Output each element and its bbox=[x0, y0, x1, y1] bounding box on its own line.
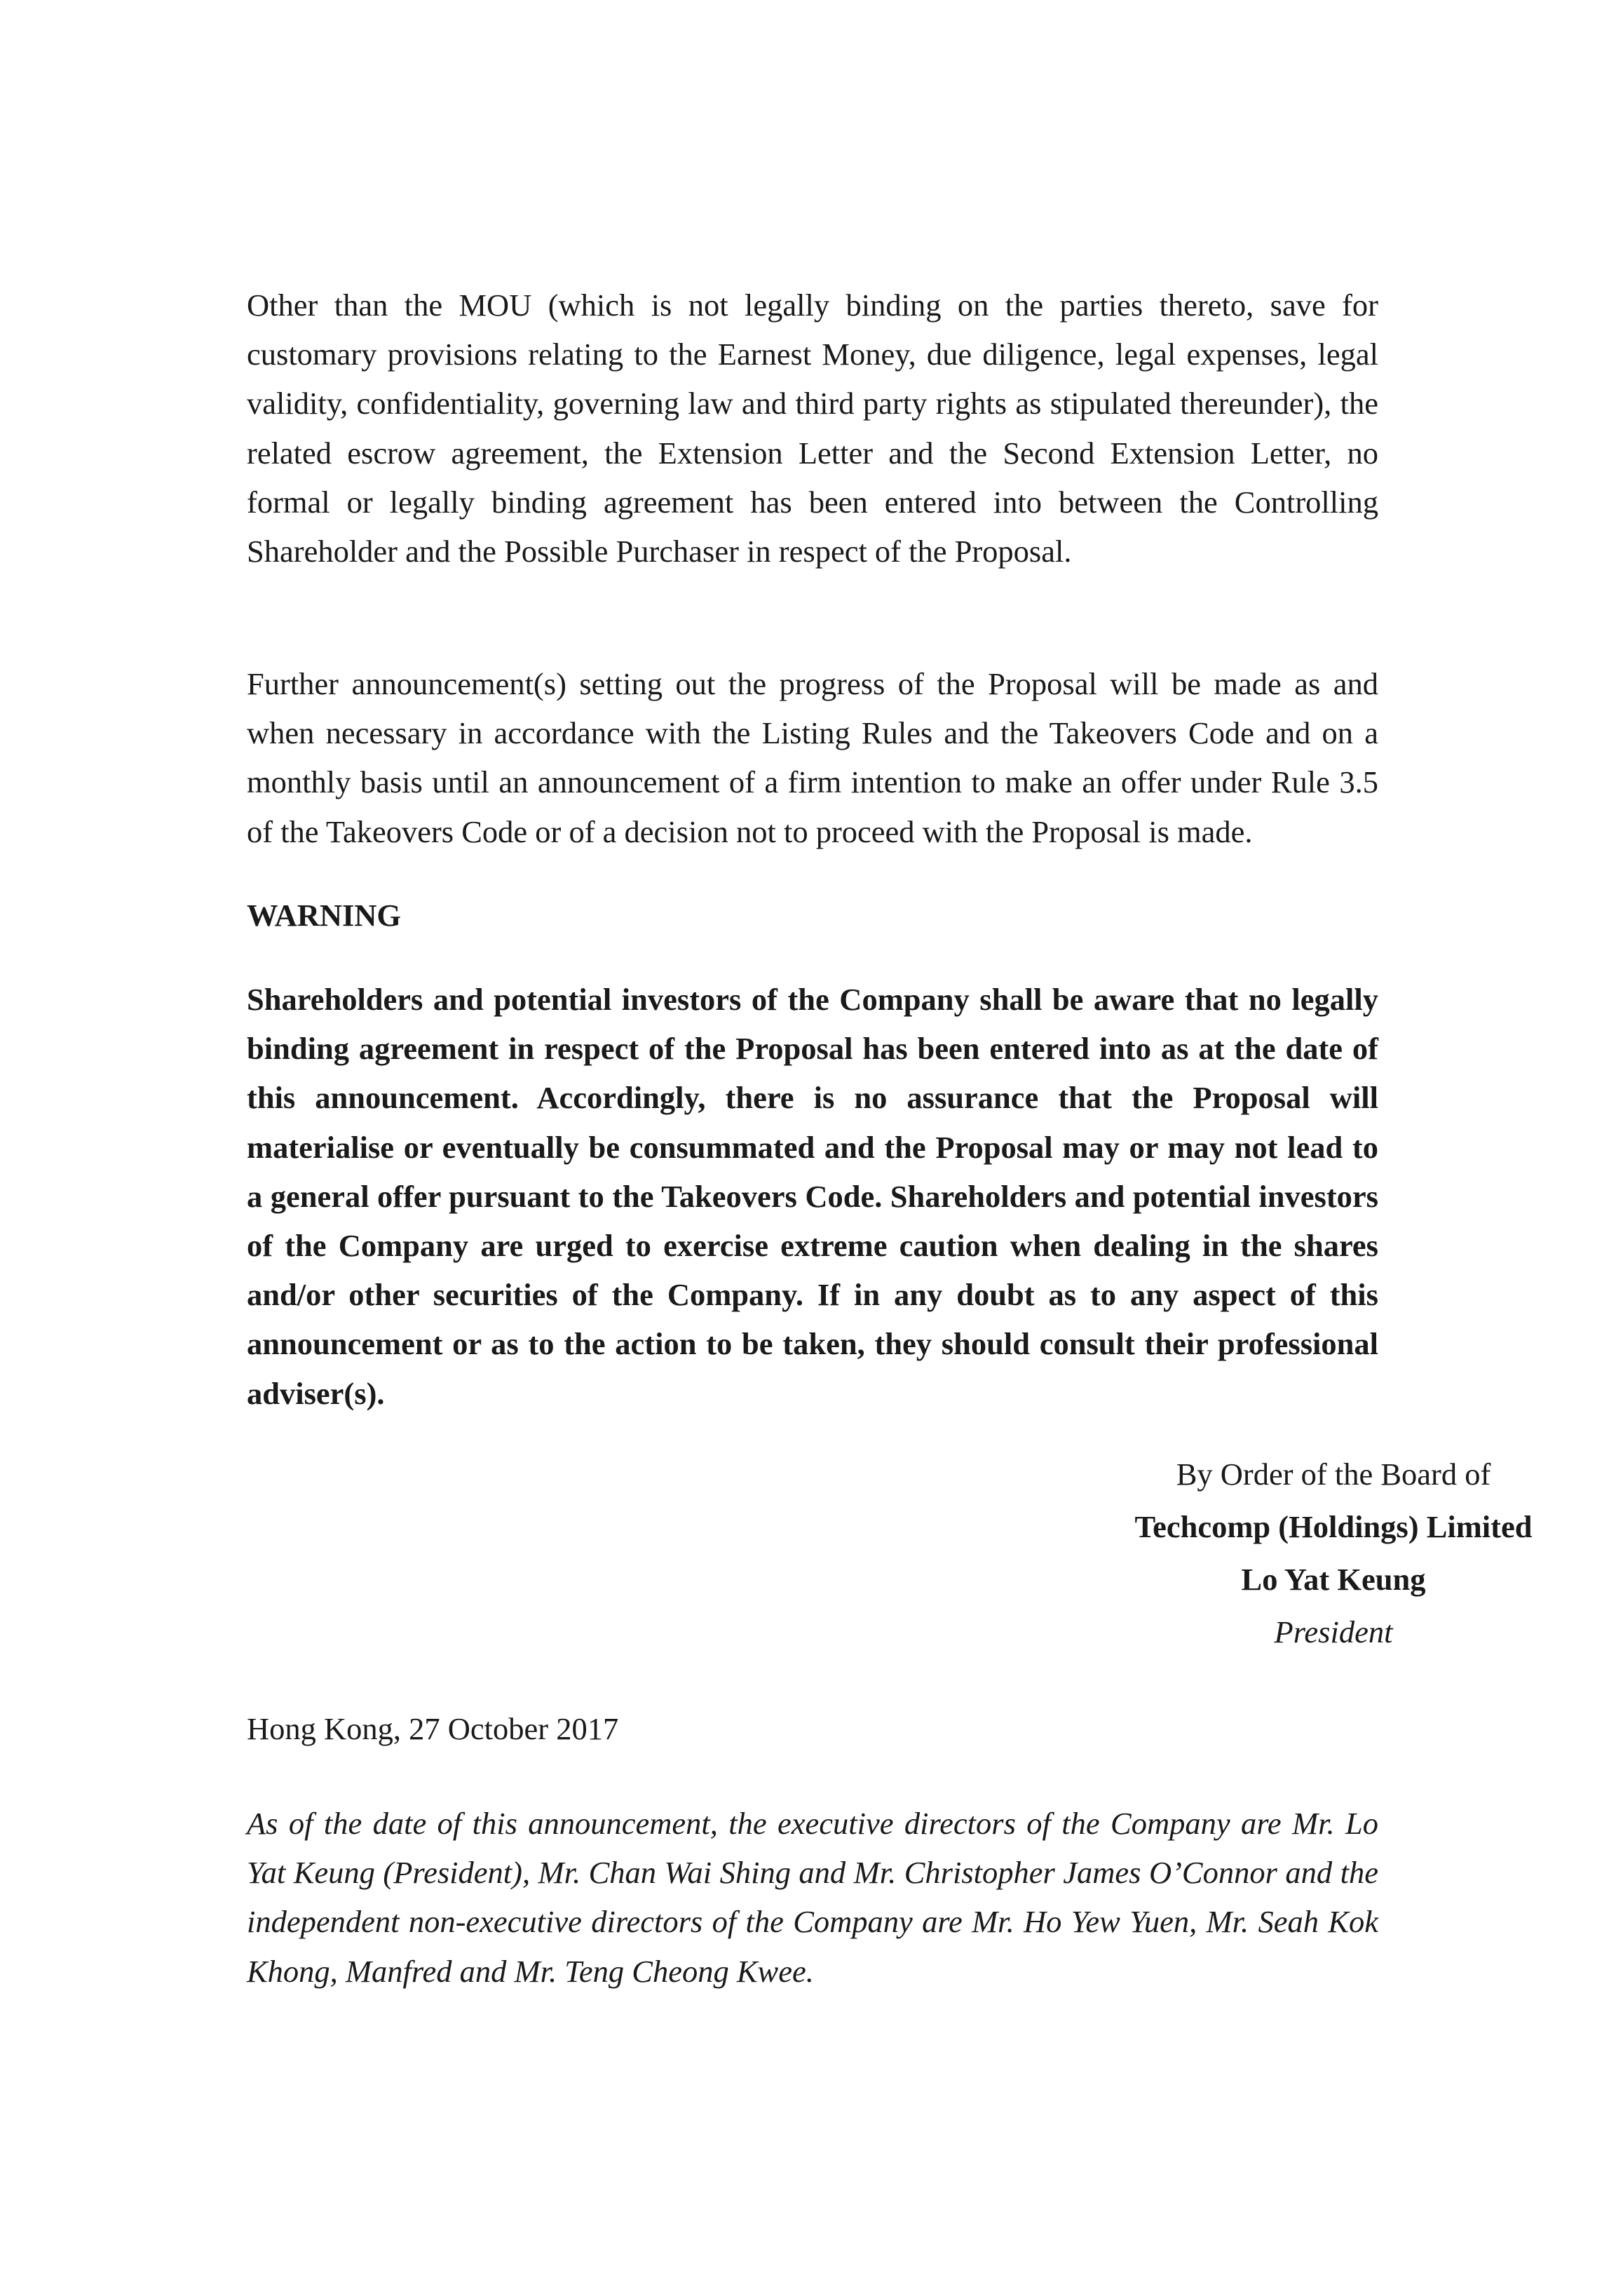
warning-heading: WARNING bbox=[247, 898, 402, 933]
mou-paragraph: Other than the MOU (which is not legally binding on the parties thereto, save for customary provisions relating to the Earnest Money, due diligence, legal expenses, legal validity, confidentiality, governing law and third party rights as stipulated thereunder), the related escrow agreement, the Extension Letter and the Second Extension Letter, no formal or legally binding agreement has been entered into between the Controlling Shareholder and the Possible Purchaser in respect of the Proposal. bbox=[247, 288, 1378, 569]
signatory-title: President bbox=[1274, 1614, 1393, 1649]
signature-block bbox=[1088, 1448, 1579, 1659]
further-announcement-paragraph: Further announcement(s) setting out the progress of the Proposal will be made as and when necessary in accordance with the Listing Rules and the Takeovers Code and on a monthly basis until an announcement of a firm intention to make an offer under Rule 3.5 of the Takeovers Code or of a decision not to proceed with the Proposal is made. bbox=[247, 666, 1378, 849]
signatory-name: Lo Yat Keung bbox=[1241, 1562, 1426, 1597]
by-order-line: By Order of the Board of bbox=[1176, 1457, 1491, 1492]
directors-note: As of the date of this announcement, the executive directors of the Company are Mr. Lo Yat Keung (President), Mr. Chan Wai Shing and Mr. Christopher James O’Connor and the independent non-executive directors of the Company are Mr. Ho Yew Yuen, Mr. Seah Kok Khong, Manfred and Mr. Teng Cheong Kwee. bbox=[247, 1806, 1378, 1989]
company-name: Techcomp (Holdings) Limited bbox=[1134, 1509, 1533, 1544]
warning-paragraph: Shareholders and potential investors of the Company shall be aware that no legally binding agreement in respect of the Proposal has been entered into as at the date of this announcement. Accordingly, there is no assurance that the Proposal will materialise or eventually be consummated and the Proposal may or may not lead to a general offer pursuant to the Takeovers Code. Shareholders and potential investors of the Company are urged to exercise extreme caution when dealing in the shares and/or other securities of the Company. If in any doubt as to any aspect of this announcement or as to the action to be taken, they should consult their professional adviser(s). bbox=[247, 982, 1378, 1411]
place-date: Hong Kong, 27 October 2017 bbox=[247, 1711, 619, 1746]
